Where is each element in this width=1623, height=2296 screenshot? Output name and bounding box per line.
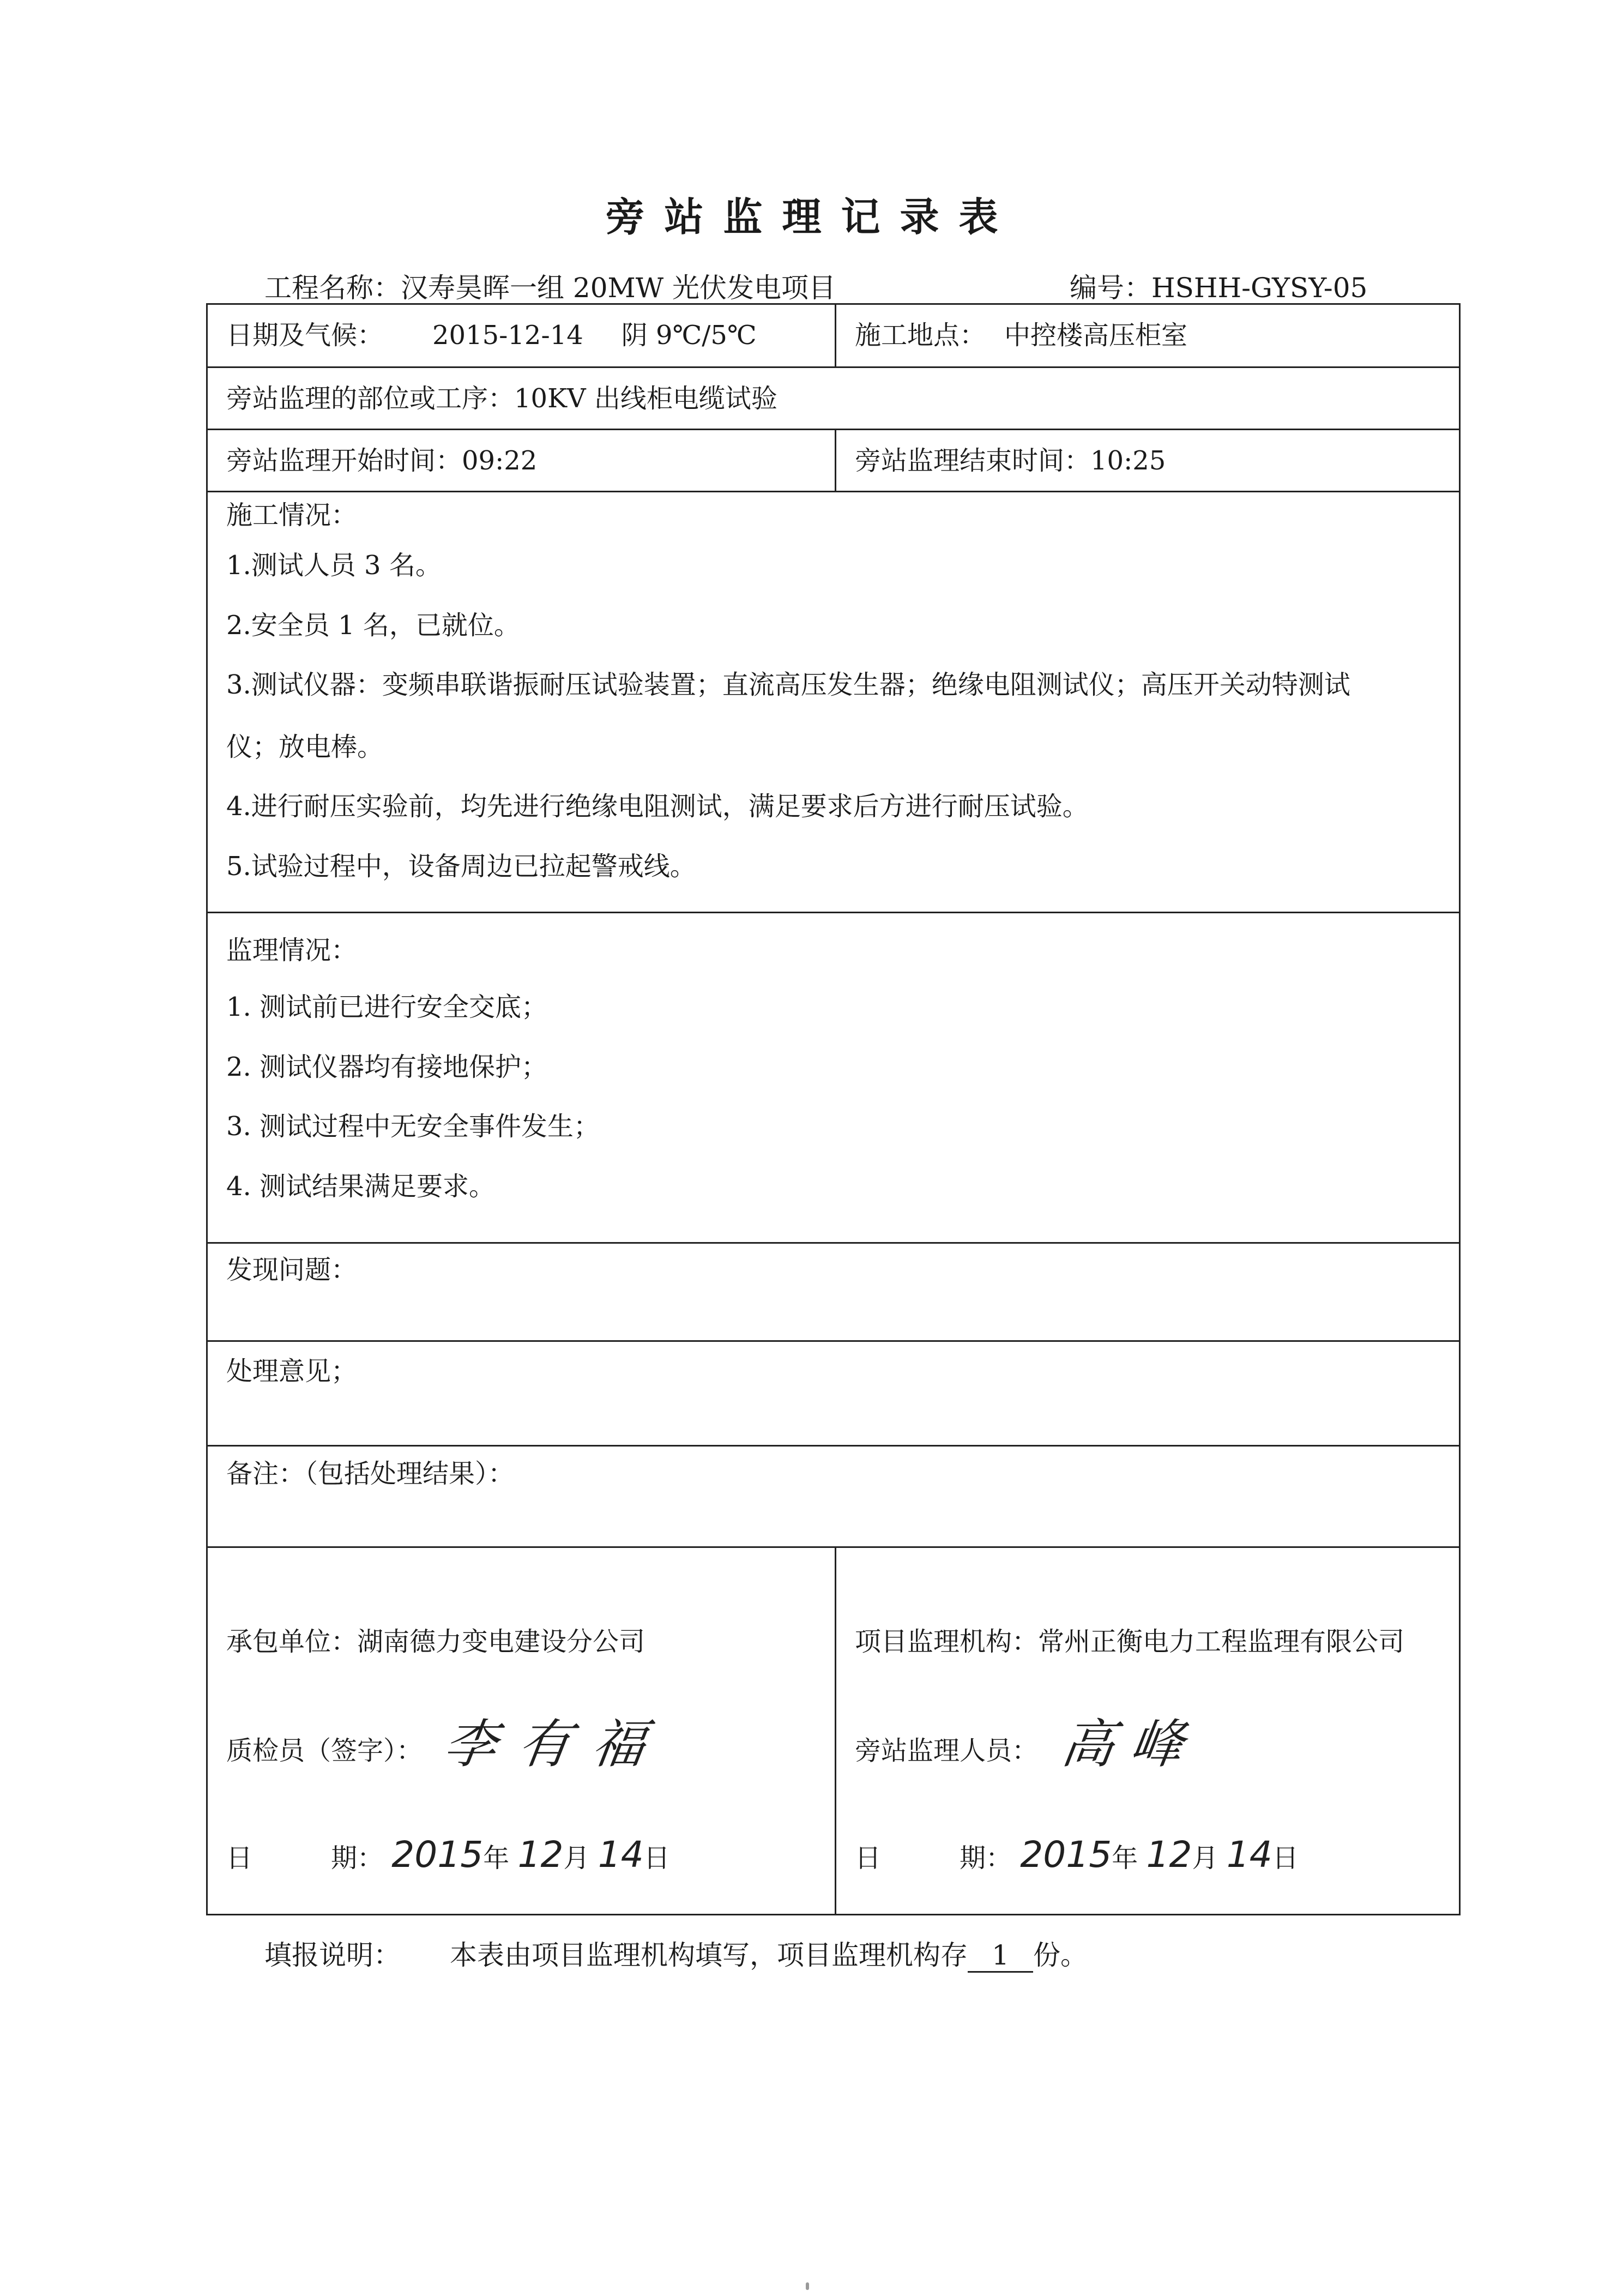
construction-row (207, 492, 1460, 913)
start-time-cell (207, 430, 836, 492)
construction-item: 5.试验过程中，设备周边已拉起警戒线。 (226, 851, 696, 882)
scan-speck (806, 2282, 809, 2290)
supervision-item: 3. 测试过程中无安全事件发生； (226, 1111, 600, 1142)
project-name-label: 工程名称： (264, 272, 401, 304)
remarks-cell (207, 1446, 1460, 1547)
supervision-row (207, 913, 1460, 1243)
supervisor-date-month: 12 (1146, 1834, 1192, 1876)
agency-line (855, 1626, 1405, 1657)
contractor-line (226, 1626, 645, 1657)
footer-label: 填报说明： (264, 1939, 401, 1971)
page-title: 旁站监理记录表 (605, 194, 1018, 240)
opinion-cell (207, 1341, 1460, 1446)
opinion-row (207, 1341, 1460, 1446)
opinion-heading: 处理意见； (226, 1356, 358, 1387)
supervisor-label: 旁站监理人员： (855, 1735, 1039, 1766)
end-time-label: 旁站监理结束时间： (855, 445, 1091, 476)
remarks-heading: 备注：（包括处理结果）： (226, 1459, 515, 1489)
supervisor-date-line (855, 1834, 1299, 1876)
agency-value: 常州正衡电力工程监理有限公司 (1038, 1626, 1405, 1657)
construction-heading: 施工情况： (226, 500, 358, 531)
supervisor-date-label: 日 期： (855, 1843, 1012, 1873)
end-time-cell (836, 430, 1460, 492)
supervision-item: 1. 测试前已进行安全交底； (226, 992, 548, 1022)
site-value: 中控楼高压柜室 (1004, 320, 1188, 351)
form-number-line (1070, 266, 1367, 305)
signature-row (207, 1547, 1460, 1915)
process-cell (207, 367, 1460, 430)
date-site-row (207, 304, 1460, 367)
supervisor-date-year: 2015 (1020, 1834, 1112, 1876)
start-time-value: 09:22 (462, 445, 538, 476)
day-char: 日 (643, 1843, 670, 1873)
construction-item: 3.测试仪器：变频串联谐振耐压试验装置；直流高压发生器；绝缘电阻测试仪；高压开关动特测试 (226, 670, 1350, 701)
project-name-value: 汉寿昊晖一组 20MW 光伏发电项目 (401, 272, 836, 304)
contractor-label: 承包单位： (226, 1626, 358, 1657)
time-row (207, 430, 1460, 492)
inspector-label: 质检员（签字）： (226, 1735, 423, 1766)
inspector-date-month: 12 (517, 1834, 564, 1876)
supervisor-signature: 高峰 (1058, 1714, 1204, 1775)
date-label: 日期及气候： (226, 320, 384, 351)
form-number-value: HSHH-GYSY-05 (1151, 272, 1368, 304)
construction-cell (207, 492, 1460, 913)
inspector-date-label: 日 期： (226, 1843, 384, 1873)
start-time-label: 旁站监理开始时间： (226, 445, 462, 476)
inspector-date-day: 14 (598, 1834, 644, 1876)
month-char: 月 (1192, 1843, 1218, 1873)
record-table (206, 303, 1461, 1915)
process-label: 旁站监理的部位或工序： (226, 383, 515, 414)
supervisor-date-day: 14 (1226, 1834, 1272, 1876)
problems-heading: 发现问题： (226, 1255, 358, 1285)
contractor-signature-cell (207, 1547, 836, 1915)
month-char: 月 (563, 1843, 590, 1873)
site-label: 施工地点： (855, 320, 986, 351)
construction-item: 4.进行耐压实验前，均先进行绝缘电阻测试，满足要求后方进行耐压试验。 (226, 791, 1089, 822)
supervision-item: 2. 测试仪器均有接地保护； (226, 1051, 548, 1082)
contractor-value: 湖南德力变电建设分公司 (357, 1626, 645, 1657)
inspector-date-line (226, 1834, 670, 1876)
year-char: 年 (483, 1843, 510, 1873)
supervision-item: 4. 测试结果满足要求。 (226, 1171, 496, 1202)
construction-item: 仪；放电棒。 (226, 731, 384, 762)
problems-cell (207, 1243, 1460, 1341)
footer-text-before: 本表由项目监理机构填写，项目监理机构存 (450, 1939, 968, 1971)
form-number-label: 编号： (1070, 272, 1151, 304)
day-char: 日 (1272, 1843, 1299, 1873)
inspector-date-year: 2015 (391, 1834, 484, 1876)
inspector-signature: 李有福 (440, 1714, 671, 1775)
process-row (207, 367, 1460, 430)
problems-row (207, 1243, 1460, 1341)
footer-note (264, 1933, 1088, 1973)
date-weather-cell (207, 304, 836, 367)
process-value: 10KV 出线柜电缆试验 (514, 383, 777, 414)
construction-item: 1.测试人员 3 名。 (226, 550, 442, 581)
end-time-value: 10:25 (1090, 445, 1166, 476)
footer-text-after: 份。 (1033, 1939, 1088, 1971)
construction-item: 2.安全员 1 名，已就位。 (226, 610, 520, 641)
supervision-heading: 监理情况： (226, 935, 358, 966)
supervision-cell (207, 913, 1460, 1243)
project-name-line (264, 266, 836, 305)
weather-value: 阴 9℃/5℃ (621, 320, 757, 351)
site-cell (836, 304, 1460, 367)
copies-value: 1 (968, 1939, 1033, 1973)
remarks-row (207, 1446, 1460, 1547)
agency-signature-cell (836, 1547, 1460, 1915)
year-char: 年 (1112, 1843, 1138, 1873)
agency-label: 项目监理机构： (855, 1626, 1039, 1657)
date-value: 2015-12-14 (432, 320, 583, 351)
